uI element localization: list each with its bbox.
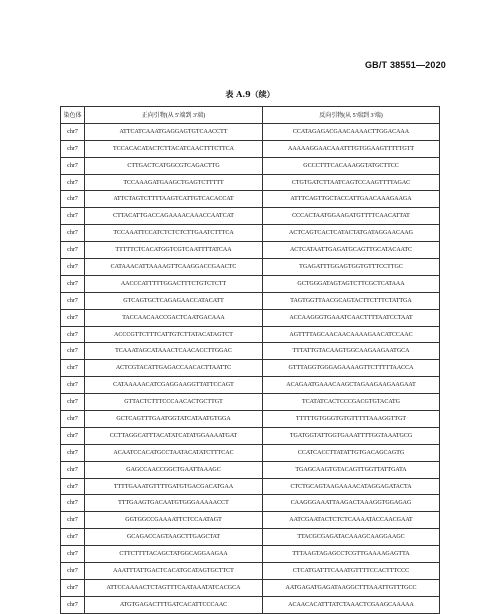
cell-reverse-primer: CAAGGGAAATTAAGACTAAAGGTGGAGAG xyxy=(263,495,440,512)
cell-reverse-primer: AATCGAATACTCTCTCAAAATACCAACGAAT xyxy=(263,512,440,529)
standard-code: GB/T 38551—2020 xyxy=(364,60,446,70)
cell-reverse-primer: TAGTGGTTAACGCAGTACTTCTTTCTATTGA xyxy=(263,292,440,309)
cell-forward-primer: CTTCTTTTACAGCTATGGCAGGAAGAA xyxy=(85,546,263,563)
cell-reverse-primer: TTACGCGAGATACAAAGCAAGGAAGC xyxy=(263,529,440,546)
cell-chromosome: chr7 xyxy=(61,495,85,512)
cell-forward-primer: TCCAAAGATGAAGCTGAGTCTTTTT xyxy=(85,174,263,191)
cell-reverse-primer: CCATAGAGACGAACAAAACTTGGACAAA xyxy=(263,123,440,140)
table-row xyxy=(61,174,440,191)
cell-reverse-primer: ACCAAGGGTGAAATCAACTTTTAATCCTAAT xyxy=(263,309,440,326)
cell-reverse-primer: CTGTGATCTTAATCAGTCCAAGTTTTAGAC xyxy=(263,174,440,191)
cell-chromosome: chr7 xyxy=(61,292,85,309)
cell-reverse-primer: AATGAGATGAGATAAGGCTTTAAATTGTTTGCC xyxy=(263,579,440,596)
cell-chromosome: chr7 xyxy=(61,309,85,326)
cell-chromosome: chr7 xyxy=(61,174,85,191)
table-row xyxy=(61,225,440,242)
table-row xyxy=(61,309,440,326)
table-header-row xyxy=(61,107,440,124)
cell-reverse-primer: CTCATGATTTCAAATGTTTTCCACTTTCCC xyxy=(263,563,440,580)
cell-chromosome: chr7 xyxy=(61,275,85,292)
cell-reverse-primer: ACTCAGTCACTCATACTATGATAGGAACAAG xyxy=(263,225,440,242)
cell-chromosome: chr7 xyxy=(61,512,85,529)
cell-chromosome: chr7 xyxy=(61,157,85,174)
cell-reverse-primer: TTTATTGTACAAGTGGCAAGAAGAATGCA xyxy=(263,343,440,360)
primer-table xyxy=(60,106,440,614)
table-row xyxy=(61,292,440,309)
cell-reverse-primer: CTCTGCAGTAAGAAAACATAGGAGATACTA xyxy=(263,478,440,495)
cell-chromosome: chr7 xyxy=(61,596,85,613)
cell-chromosome: chr7 xyxy=(61,411,85,428)
cell-forward-primer: ATGTGAGACTTTGATCACATTCCCAAC xyxy=(85,596,263,613)
cell-chromosome: chr7 xyxy=(61,529,85,546)
cell-forward-primer: GCAGACCAGTAAGCTTGAGCTAT xyxy=(85,529,263,546)
cell-reverse-primer: TCATATCACTCCCGACGTGTACATG xyxy=(263,394,440,411)
table-row xyxy=(61,495,440,512)
cell-chromosome: chr7 xyxy=(61,461,85,478)
cell-forward-primer: AACCCATTTTTGGACTTTCTGTCTCTT xyxy=(85,275,263,292)
cell-reverse-primer: TTTTTGTGGGTGTGTTTTTAAAGGTTGT xyxy=(263,411,440,428)
cell-chromosome: chr7 xyxy=(61,191,85,208)
cell-reverse-primer: AAAAAGGAACAAATTTGTGGAAGTTTTTGTT xyxy=(263,140,440,157)
cell-chromosome: chr7 xyxy=(61,343,85,360)
cell-chromosome: chr7 xyxy=(61,427,85,444)
cell-forward-primer: TTTGAAGTGACAATGTGGGAAAAACCT xyxy=(85,495,263,512)
cell-forward-primer: ATTCATCAAATGAGGAGTGTCAACCTT xyxy=(85,123,263,140)
cell-forward-primer: TTTTGAAATGTTTTGATGTGACGACATGAA xyxy=(85,478,263,495)
table-row xyxy=(61,140,440,157)
cell-forward-primer: ACCCGTTCTTTCATTGTCTTATACATAGTCT xyxy=(85,326,263,343)
cell-reverse-primer: TGAGCAAGTGTACAGTTGGTTATTGATA xyxy=(263,461,440,478)
cell-reverse-primer: CCATCACCTTATATTGTGACAGCAGTG xyxy=(263,444,440,461)
table-row xyxy=(61,123,440,140)
cell-reverse-primer: ACTCATAATTGAGATGCAGTTGCATACAATC xyxy=(263,242,440,259)
table-row xyxy=(61,326,440,343)
cell-reverse-primer: TGAGATTTGGAGTGGTGTTTCCTTGC xyxy=(263,259,440,276)
cell-forward-primer: TCCAAATTCCATCTCTCTCTTGAATCTTTCA xyxy=(85,225,263,242)
cell-chromosome: chr7 xyxy=(61,563,85,580)
table-row xyxy=(61,157,440,174)
cell-reverse-primer: TGATGGTATTGGTGAAATTTTGGTAAATGCG xyxy=(263,427,440,444)
cell-chromosome: chr7 xyxy=(61,326,85,343)
table-row xyxy=(61,478,440,495)
cell-forward-primer: TTTTTCTCACATGGTCGTCAATTTTATCAA xyxy=(85,242,263,259)
cell-forward-primer: ATTCCAAAACTCTAGTTTCAATAAATATCACGCA xyxy=(85,579,263,596)
table-row xyxy=(61,259,440,276)
cell-reverse-primer: ATTTCAGTTGCTACCATTGAACAAAGAAGA xyxy=(263,191,440,208)
cell-reverse-primer: GTTTAGGTGGGAGAAAAGTTCTTTTTAACCA xyxy=(263,360,440,377)
cell-chromosome: chr7 xyxy=(61,225,85,242)
table-row xyxy=(61,208,440,225)
cell-forward-primer: CTTGACTCATGGCGTCAGACTTG xyxy=(85,157,263,174)
table-row xyxy=(61,377,440,394)
cell-forward-primer: GGTGGCCGAAAATTCTCCAATAGT xyxy=(85,512,263,529)
column-header-chromosome: 染色体 xyxy=(61,107,85,124)
table-row xyxy=(61,444,440,461)
cell-reverse-primer: AGTTTTAGCAACAACAAAAGAACATCCAAC xyxy=(263,326,440,343)
table-row xyxy=(61,275,440,292)
cell-forward-primer: GAGCCAACCGGCTGAATTAAAGC xyxy=(85,461,263,478)
cell-reverse-primer: CCCACTAATGGAAGATGTTTTCAACATTAT xyxy=(263,208,440,225)
cell-forward-primer: CTTACATTGACCAGAAAACAAACCAATCAT xyxy=(85,208,263,225)
cell-forward-primer: TCAAATAGCATAAACTCAACACCTTGGAC xyxy=(85,343,263,360)
table-row xyxy=(61,546,440,563)
cell-chromosome: chr7 xyxy=(61,242,85,259)
table-row xyxy=(61,461,440,478)
cell-chromosome: chr7 xyxy=(61,394,85,411)
table-row xyxy=(61,394,440,411)
cell-reverse-primer: ACAGAATGAAACAAGCTAGAAGAAGAAGAAT xyxy=(263,377,440,394)
table-row xyxy=(61,579,440,596)
cell-chromosome: chr7 xyxy=(61,377,85,394)
table-body xyxy=(61,123,440,613)
cell-forward-primer: TACCAACAACCGACTCAATGACAAA xyxy=(85,309,263,326)
cell-chromosome: chr7 xyxy=(61,360,85,377)
column-header-forward-primer: 正向引物(从 5′端到 3′端) xyxy=(85,107,263,124)
cell-chromosome: chr7 xyxy=(61,444,85,461)
table-row xyxy=(61,191,440,208)
cell-chromosome: chr7 xyxy=(61,123,85,140)
table-row xyxy=(61,411,440,428)
table-caption: 表 A.9（续） xyxy=(225,89,275,99)
cell-chromosome: chr7 xyxy=(61,259,85,276)
table-row xyxy=(61,343,440,360)
table-row xyxy=(61,529,440,546)
cell-forward-primer: CATAAACATTAAAAGTTCAAGGACCGAACTC xyxy=(85,259,263,276)
cell-forward-primer: TCCACACATACTCTTACATCAACTTTCTTCA xyxy=(85,140,263,157)
cell-reverse-primer: GCTGGGATAGTAGTCTTCGCTCATAAA xyxy=(263,275,440,292)
cell-chromosome: chr7 xyxy=(61,208,85,225)
cell-forward-primer: CATAAAAACATCGAGGAAGGTTATTCCAGT xyxy=(85,377,263,394)
cell-chromosome: chr7 xyxy=(61,140,85,157)
cell-forward-primer: GCTCAGTTTGAATGGTATCATAATGTGGA xyxy=(85,411,263,428)
table-row xyxy=(61,242,440,259)
cell-forward-primer: ATTCTAGTCTTTTAAGTCATTGTCACACCAT xyxy=(85,191,263,208)
table-row xyxy=(61,360,440,377)
cell-chromosome: chr7 xyxy=(61,478,85,495)
cell-forward-primer: AAATTTATTGACTCACATGCATAGTGCTTCT xyxy=(85,563,263,580)
cell-forward-primer: GTCAGTGCTCAGAGAACCATACATT xyxy=(85,292,263,309)
cell-reverse-primer: GCCCTTTCACAAAGGTATGCTTCC xyxy=(263,157,440,174)
cell-reverse-primer: ACAACACATTTATCTAAACTCGAAGCAAAAA xyxy=(263,596,440,613)
table-row xyxy=(61,427,440,444)
cell-forward-primer: CCTTAGGCATTTACATATCATATGGAAAATGAT xyxy=(85,427,263,444)
cell-forward-primer: GTTACTCTTTCCCAACACTGCTTGT xyxy=(85,394,263,411)
cell-chromosome: chr7 xyxy=(61,546,85,563)
cell-chromosome: chr7 xyxy=(61,579,85,596)
table-row xyxy=(61,563,440,580)
table-row xyxy=(61,512,440,529)
column-header-reverse-primer: 反向引物(从 5′端到 3′端) xyxy=(263,107,440,124)
table-row xyxy=(61,596,440,613)
cell-reverse-primer: TTTAAGTAGAGCCTCGTTGAAAAGAGTTA xyxy=(263,546,440,563)
cell-forward-primer: ACTCGTACATTGAGACCAACACTTAATTC xyxy=(85,360,263,377)
cell-forward-primer: ACAATCCACATGCCTAATACATATCTTTCAC xyxy=(85,444,263,461)
